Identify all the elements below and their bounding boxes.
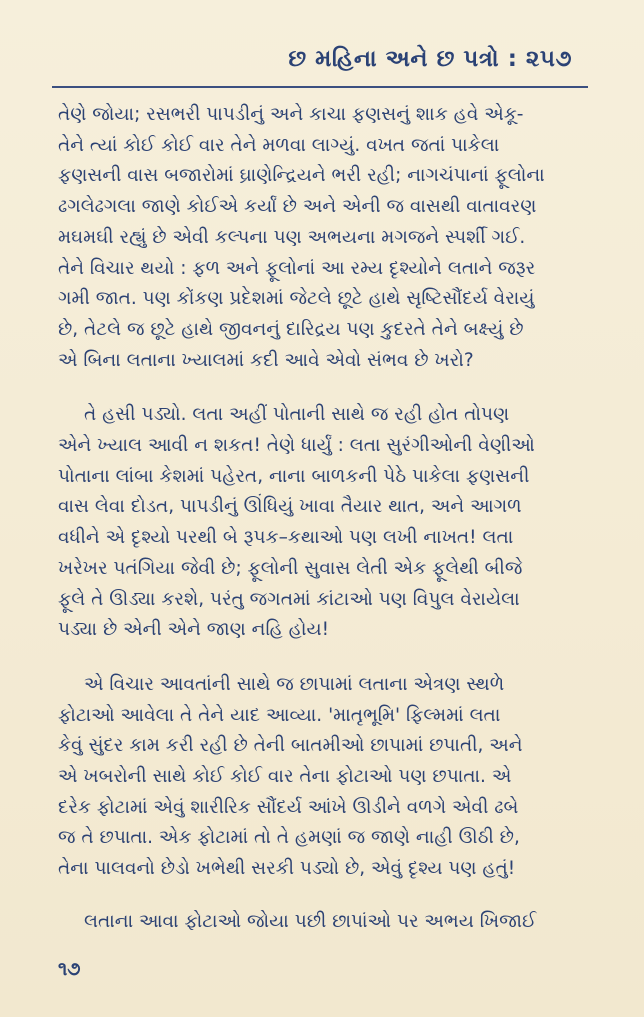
header-rule <box>52 86 588 88</box>
text-line: તેણે જોયા; રસભરી પાપડીનું અને કાચા ફણસનું શાક હવે એકૂ- <box>58 104 524 125</box>
text-line: તે હસી પડ્યો. લતા અહીં પોતાની સાથે જ રહી હોત તોપણ <box>84 404 510 426</box>
running-head: છ મહિના અને છ પત્રો : ૨૫૭ <box>288 46 572 72</box>
text-line: પોતાના લાંબા કેશમાં પહેરત, નાના બાળકની પેઠે પાકેલા ફણસની <box>58 465 530 487</box>
paragraph-1 <box>58 100 586 376</box>
text-line: વાસ લેવા દોડત, પાપડીનું ઊંધિયું ખાવા તૈયાર થાત, અને આગળ <box>58 496 522 518</box>
text-line: ખરેખર પતંગિયા જેવી છે; ફૂલોની સુવાસ લેતી એક ફૂલેથી બીજે <box>58 557 523 579</box>
paragraph-4 <box>58 907 586 938</box>
text-line: છે, તેટલે જ છૂટે હાથે જીવનનું દારિદ્રય પણ કુદરતે તેને બક્ષ્યું છે <box>58 318 524 340</box>
text-line: પડ્યા છે એની એને જાણ નહિ હોય! <box>58 619 330 641</box>
text-line: મઘમઘી રહ્યું છે એવી કલ્પના પણ અભયના મગજને સ્પર્શી ગઈ. <box>58 226 526 248</box>
text-line: તેને વિચાર થયો : ફળ અને ફૂલોનાં આ રમ્ય દૃશ્યોને લતાને જરૂર <box>58 257 536 279</box>
text-line: એ ખબરોની સાથે કોઈ કોઈ વાર તેના ફોટાઓ પણ છપાતા. એ <box>58 766 512 788</box>
text-line: લતાના આવા ફોટાઓ જોયા પછી છાપાંઓ પર અભય ખિજાઈ <box>84 910 537 932</box>
text-line: એ બિના લતાના ખ્યાલમાં કદી આવે એવો સંભવ છે ખરો? <box>58 349 474 371</box>
paragraph-3 <box>58 670 586 885</box>
text-line: ફણસની વાસ બજારોમાં ઘ્રાણેન્દ્રિયને ભરી રહી; નાગચંપાનાં ફૂલોના <box>58 165 545 187</box>
text-line: ફોટાઓ આવેલા તે તેને યાદ આવ્યા. 'માતૃભૂમિ' ફિલ્મમાં લતા <box>58 704 501 726</box>
text-line: દરેક ફોટામાં એવું શારીરિક સૌંદર્ય આંખે ઊડીને વળગે એવી ઢબે <box>58 796 519 818</box>
text-line: ગમી જાત. પણ કોંકણ પ્રદેશમાં જેટલે છૂટે હાથે સૃષ્ટિસૌંદર્ય વેરાયું <box>58 288 535 310</box>
text-line: ફૂલે તે ઊડ્યા કરશે, પરંતુ જગતમાં કાંટાઓ પણ વિપુલ વેરાયેલા <box>58 588 520 610</box>
body-text <box>58 100 586 938</box>
paragraph-2 <box>58 400 586 646</box>
text-line: તેના પાલવનો છેડો ખભેથી સરકી પડ્યો છે, એવું દૃશ્ય પણ હતું! <box>58 858 516 880</box>
text-line: તેને ત્યાં કોઈ કોઈ વાર તેને મળવા લાગ્યું. વખત જતાં પાકેલા <box>58 134 500 156</box>
text-line: વધીને એ દૃશ્યો પરથી બે રૂપક–કથાઓ પણ લખી નાખત! લતા <box>58 527 514 549</box>
text-line: એને ખ્યાલ આવી ન શકત! તેણે ધાર્યું : લતા સુરંગીઓની વેણીઓ <box>58 435 535 457</box>
text-line: એ વિચાર આવતાંની સાથે જ છાપામાં લતાના એત્રણ સ્થળે <box>84 673 505 695</box>
page-number: ૧૭ <box>58 958 81 980</box>
text-line: જ તે છપાતા. એક ફોટામાં તો તે હમણાં જ જાણે નાહી ઊઠી છે, <box>58 827 520 849</box>
text-line: કેવું સુંદર કામ કરી રહી છે તેની બાતમીઓ છાપામાં છપાતી, અને <box>58 735 523 757</box>
text-line: ઢગલેઢગલા જાણે કોઈએ કર્યાં છે અને એની જ વાસથી વાતાવરણ <box>58 196 537 218</box>
